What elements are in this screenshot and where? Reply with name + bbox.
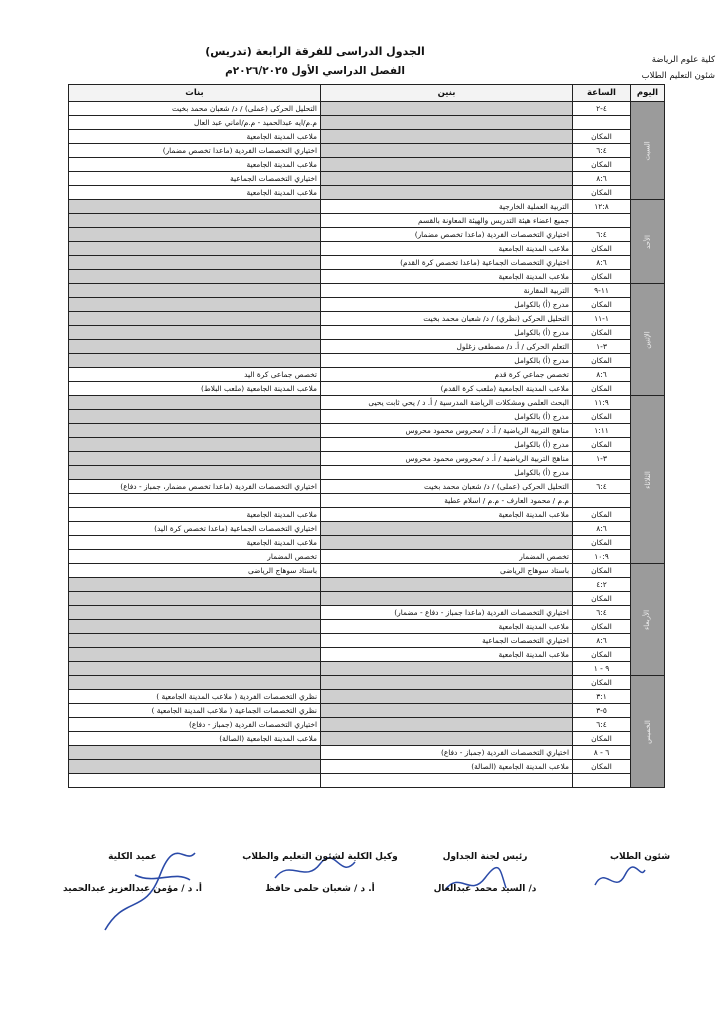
time-cell: ٦:٤ — [573, 144, 631, 158]
col-header-girls: بنات — [69, 85, 321, 102]
girls-cell — [69, 746, 321, 760]
boys-cell — [321, 536, 573, 550]
table-row — [69, 256, 665, 270]
table-row — [69, 676, 665, 690]
time-cell: ١٢:٨ — [573, 200, 631, 214]
time-cell: المكان — [573, 508, 631, 522]
boys-cell — [321, 732, 573, 746]
table-row — [69, 578, 665, 592]
boys-cell: البحث العلمى ومشكلات الرياضة المدرسية / أ. د / يحي ثابت يحيى — [321, 396, 573, 410]
table-row — [69, 116, 665, 130]
signature-schedule-committee — [410, 852, 560, 894]
boys-cell: جميع اعضاء هيئة التدريس والهيئة المعاونة بالقسم — [321, 214, 573, 228]
time-cell: المكان — [573, 270, 631, 284]
girls-cell — [69, 592, 321, 606]
time-cell: المكان — [573, 298, 631, 312]
girls-cell: اختياري التخصصات الجماعية — [69, 172, 321, 186]
girls-cell — [69, 438, 321, 452]
table-row — [69, 522, 665, 536]
boys-cell — [321, 592, 573, 606]
girls-cell: ملاعب المدينة الجامعية — [69, 508, 321, 522]
girls-cell — [69, 634, 321, 648]
boys-cell — [321, 144, 573, 158]
girls-cell: التحليل الحركى (عملى) / د/ شعبان محمد بخيت — [69, 102, 321, 116]
girls-cell — [69, 676, 321, 690]
boys-cell — [321, 774, 573, 788]
time-cell: المكان — [573, 620, 631, 634]
boys-cell: التعلم الحركى / أ. د/ مصطفى زغلول — [321, 340, 573, 354]
girls-cell: ملاعب المدينة الجامعية — [69, 536, 321, 550]
girls-cell — [69, 620, 321, 634]
time-cell — [573, 214, 631, 228]
day-cell — [631, 564, 665, 676]
table-row — [69, 774, 665, 788]
girls-cell: نظري التخصصات الفردية ( ملاعب المدينة الجامعية ) — [69, 690, 321, 704]
boys-cell: ملاعب المدينة الجامعية (ملعب كرة القدم) — [321, 382, 573, 396]
time-cell: المكان — [573, 354, 631, 368]
boys-cell — [321, 676, 573, 690]
girls-cell: اختياري التخصصات الفردية (ماعدا تخصص مضمار) — [69, 144, 321, 158]
time-cell: ١٠:٩ — [573, 550, 631, 564]
time-cell: المكان — [573, 592, 631, 606]
day-label: الخميس — [643, 719, 652, 744]
schedule-body — [69, 102, 665, 788]
signature-vice-dean — [235, 852, 405, 894]
signature-role: وكيل الكلية لشئون التعليم والطلاب — [242, 852, 398, 862]
girls-cell: ملاعب المدينة الجامعية — [69, 186, 321, 200]
girls-cell: م.م/ايه عبدالحميد - م.م/اماني عبد العال — [69, 116, 321, 130]
signature-role: شئون الطلاب — [609, 852, 671, 862]
day-cell — [631, 396, 665, 564]
girls-cell — [69, 242, 321, 256]
time-cell: ١١:٩ — [573, 396, 631, 410]
table-row — [69, 480, 665, 494]
time-cell: ٨:٦ — [573, 634, 631, 648]
time-cell: ١-١١ — [573, 312, 631, 326]
time-cell — [573, 116, 631, 130]
boys-cell — [321, 578, 573, 592]
table-row — [69, 746, 665, 760]
day-label: الأحد — [643, 234, 652, 249]
table-row — [69, 508, 665, 522]
girls-cell — [69, 494, 321, 508]
girls-cell — [69, 662, 321, 676]
girls-cell: تخصص جماعى كرة اليد — [69, 368, 321, 382]
girls-cell — [69, 396, 321, 410]
day-cell — [631, 102, 665, 200]
girls-cell: ملاعب المدينة الجامعية — [69, 158, 321, 172]
signature-name: د/ السيد محمد عبدالعال — [433, 884, 537, 894]
boys-cell — [321, 718, 573, 732]
boys-cell: اختياري التخصصات الجماعية — [321, 634, 573, 648]
time-cell — [573, 466, 631, 480]
table-row — [69, 144, 665, 158]
table-row — [69, 284, 665, 298]
boys-cell — [321, 130, 573, 144]
girls-cell — [69, 774, 321, 788]
table-row — [69, 200, 665, 214]
girls-cell: نظري التخصصات الجماعية ( ملاعب المدينة الجامعية ) — [69, 704, 321, 718]
schedule-title-block — [180, 44, 450, 79]
boys-cell: مناهج التربية الرياضية / أ. د /محروس محمود محروس — [321, 424, 573, 438]
table-row — [69, 368, 665, 382]
time-cell: المكان — [573, 410, 631, 424]
girls-cell — [69, 410, 321, 424]
boys-cell: مدرج (أ) بالكوامل — [321, 354, 573, 368]
boys-cell — [321, 522, 573, 536]
time-cell: ١:١١ — [573, 424, 631, 438]
boys-cell — [321, 172, 573, 186]
girls-cell — [69, 214, 321, 228]
girls-cell: ملاعب المدينة الجامعية (الصالة) — [69, 732, 321, 746]
table-row — [69, 242, 665, 256]
boys-cell: اختياري التخصصات الجماعية (ماعدا تخصص كرة القدم) — [321, 256, 573, 270]
table-row — [69, 466, 665, 480]
table-row — [69, 298, 665, 312]
girls-cell — [69, 256, 321, 270]
time-cell: المكان — [573, 732, 631, 746]
girls-cell: اختياري التخصصات الفردية (ماعدا تخصص مضمار، جمباز - دفاع) — [69, 480, 321, 494]
day-label: الإثنين — [643, 330, 652, 349]
boys-cell: اختياري التخصصات الفردية (ماعدا تخصص مضمار) — [321, 228, 573, 242]
time-cell: المكان — [573, 564, 631, 578]
table-row — [69, 438, 665, 452]
day-cell — [631, 676, 665, 788]
time-cell: ٨:٦ — [573, 256, 631, 270]
girls-cell — [69, 340, 321, 354]
boys-cell: مناهج التربية الرياضية / أ. د /محروس محمود محروس — [321, 452, 573, 466]
time-cell: المكان — [573, 158, 631, 172]
time-cell: ٨:٦ — [573, 368, 631, 382]
table-row — [69, 158, 665, 172]
table-row — [69, 424, 665, 438]
boys-cell: ملاعب المدينة الجامعية — [321, 648, 573, 662]
table-row — [69, 102, 665, 116]
time-cell: المكان — [573, 760, 631, 774]
boys-cell: مدرج (أ) بالكوامل — [321, 466, 573, 480]
boys-cell — [321, 690, 573, 704]
boys-cell: التحليل الحركى (نظري) / د/ شعبان محمد بخيت — [321, 312, 573, 326]
time-cell: المكان — [573, 536, 631, 550]
schedule-title: الجدول الدراسى للفرقة الرابعة (تدريس) — [205, 45, 425, 58]
time-cell: ١١-٩ — [573, 284, 631, 298]
department-name: شئون التعليم الطلاب — [641, 71, 715, 81]
girls-cell — [69, 326, 321, 340]
time-cell: المكان — [573, 242, 631, 256]
table-row — [69, 620, 665, 634]
time-cell: ٦ - ٨ — [573, 746, 631, 760]
girls-cell — [69, 648, 321, 662]
signature-student-affairs — [585, 852, 695, 884]
girls-cell — [69, 424, 321, 438]
time-cell: ٦:٤ — [573, 606, 631, 620]
boys-cell — [321, 158, 573, 172]
time-cell: المكان — [573, 648, 631, 662]
boys-cell — [321, 116, 573, 130]
girls-cell — [69, 466, 321, 480]
boys-cell — [321, 102, 573, 116]
table-row — [69, 186, 665, 200]
girls-cell: ملاعب المدينة الجامعية — [69, 130, 321, 144]
table-row — [69, 536, 665, 550]
table-row — [69, 760, 665, 774]
boys-cell: ملاعب المدينة الجامعية — [321, 270, 573, 284]
signature-role: رئيس لجنة الجداول — [442, 852, 528, 862]
boys-cell: م.م / محمود العارف - م.م / اسلام عطية — [321, 494, 573, 508]
table-row — [69, 606, 665, 620]
time-cell: المكان — [573, 438, 631, 452]
signature-role: عميد الكلية — [108, 852, 157, 862]
girls-cell — [69, 760, 321, 774]
table-row — [69, 662, 665, 676]
girls-cell: ملاعب المدينة الجامعية (ملعب البلاط) — [69, 382, 321, 396]
table-row — [69, 718, 665, 732]
girls-cell — [69, 354, 321, 368]
girls-cell — [69, 606, 321, 620]
day-cell — [631, 200, 665, 284]
college-name: كلية علوم الرياضة — [651, 55, 715, 65]
girls-cell — [69, 270, 321, 284]
table-row — [69, 550, 665, 564]
table-row — [69, 214, 665, 228]
table-row — [69, 452, 665, 466]
girls-cell — [69, 578, 321, 592]
signature-name: أ. د / شعبان حلمى حافظ — [265, 884, 375, 894]
day-cell — [631, 284, 665, 396]
girls-cell — [69, 200, 321, 214]
time-cell: ٦:٤ — [573, 228, 631, 242]
time-cell: ٩ - ١ — [573, 662, 631, 676]
table-row — [69, 396, 665, 410]
boys-cell: ملاعب المدينة الجامعية (الصالة) — [321, 760, 573, 774]
table-row — [69, 270, 665, 284]
table-row — [69, 354, 665, 368]
col-header-boys: بنين — [321, 85, 573, 102]
table-row — [69, 634, 665, 648]
col-header-time: الساعة — [573, 85, 631, 102]
boys-cell: مدرج (أ) بالكوامل — [321, 410, 573, 424]
col-header-day: اليوم — [631, 85, 665, 102]
boys-cell: تخصص جماعي كرة قدم — [321, 368, 573, 382]
semester-label: الفصل الدراسي الأول ٢٠٢٦/٢٠٢٥م — [225, 65, 405, 77]
girls-cell — [69, 284, 321, 298]
time-cell — [573, 774, 631, 788]
girls-cell: اختياري التخصصات الجماعية (ماعدا تخصص كرة اليد) — [69, 522, 321, 536]
time-cell: المكان — [573, 186, 631, 200]
table-row — [69, 340, 665, 354]
table-row — [69, 690, 665, 704]
girls-cell: باستاد سوهاج الرياضى — [69, 564, 321, 578]
time-cell: ٤-٢ — [573, 102, 631, 116]
girls-cell: تخصص المضمار — [69, 550, 321, 564]
boys-cell: مدرج (أ) بالكوامل — [321, 326, 573, 340]
table-row — [69, 410, 665, 424]
boys-cell — [321, 662, 573, 676]
time-cell: المكان — [573, 130, 631, 144]
table-row — [69, 382, 665, 396]
schedule-table — [68, 84, 665, 788]
time-cell: ٨:٦ — [573, 172, 631, 186]
time-cell: المكان — [573, 676, 631, 690]
table-row — [69, 172, 665, 186]
table-row — [69, 648, 665, 662]
boys-cell: ملاعب المدينة الجامعية — [321, 620, 573, 634]
boys-cell: اختياري التخصصات الفردية (ماعدا جمباز - دفاع - مضمار) — [321, 606, 573, 620]
signature-dean — [45, 852, 220, 894]
girls-cell — [69, 228, 321, 242]
boys-cell: باستاد سوهاج الرياضى — [321, 564, 573, 578]
table-row — [69, 704, 665, 718]
table-row — [69, 592, 665, 606]
table-row — [69, 312, 665, 326]
day-label: السبت — [643, 140, 652, 161]
time-cell — [573, 494, 631, 508]
boys-cell: التحليل الحركى (عملى) / د/ شعبان محمد بخيت — [321, 480, 573, 494]
boys-cell: تخصص المضمار — [321, 550, 573, 564]
time-cell: المكان — [573, 326, 631, 340]
institution-header — [600, 52, 715, 84]
boys-cell — [321, 186, 573, 200]
table-row — [69, 564, 665, 578]
boys-cell: التربية العملية الخارجية — [321, 200, 573, 214]
table-row — [69, 732, 665, 746]
boys-cell: اختياري التخصصات الفردية (جمباز - دفاع) — [321, 746, 573, 760]
time-cell: ٦:٤ — [573, 480, 631, 494]
boys-cell: مدرج (أ) بالكوامل — [321, 438, 573, 452]
time-cell: ٣:١ — [573, 690, 631, 704]
table-header-row — [69, 85, 665, 102]
girls-cell — [69, 312, 321, 326]
signature-name: أ. د / مؤمن عبدالعزيز عبدالحميد — [63, 884, 202, 894]
table-row — [69, 326, 665, 340]
time-cell: ٣-١ — [573, 340, 631, 354]
boys-cell: ملاعب المدينة الجامعية — [321, 508, 573, 522]
time-cell: ٥-٣ — [573, 704, 631, 718]
table-row — [69, 228, 665, 242]
time-cell: المكان — [573, 382, 631, 396]
boys-cell — [321, 704, 573, 718]
time-cell: ٤:٢ — [573, 578, 631, 592]
time-cell: ٦:٤ — [573, 718, 631, 732]
boys-cell: التربية المقارنة — [321, 284, 573, 298]
girls-cell: اختياري التخصصات الفردية (جمباز - دفاع) — [69, 718, 321, 732]
girls-cell — [69, 452, 321, 466]
table-row — [69, 494, 665, 508]
time-cell: ٣-١ — [573, 452, 631, 466]
day-label: الأربعاء — [643, 609, 652, 630]
boys-cell: ملاعب المدينة الجامعية — [321, 242, 573, 256]
time-cell: ٨:٦ — [573, 522, 631, 536]
girls-cell — [69, 298, 321, 312]
table-row — [69, 130, 665, 144]
boys-cell: مدرج (أ) بالكوامل — [321, 298, 573, 312]
day-label: الثلاثاء — [643, 470, 652, 489]
